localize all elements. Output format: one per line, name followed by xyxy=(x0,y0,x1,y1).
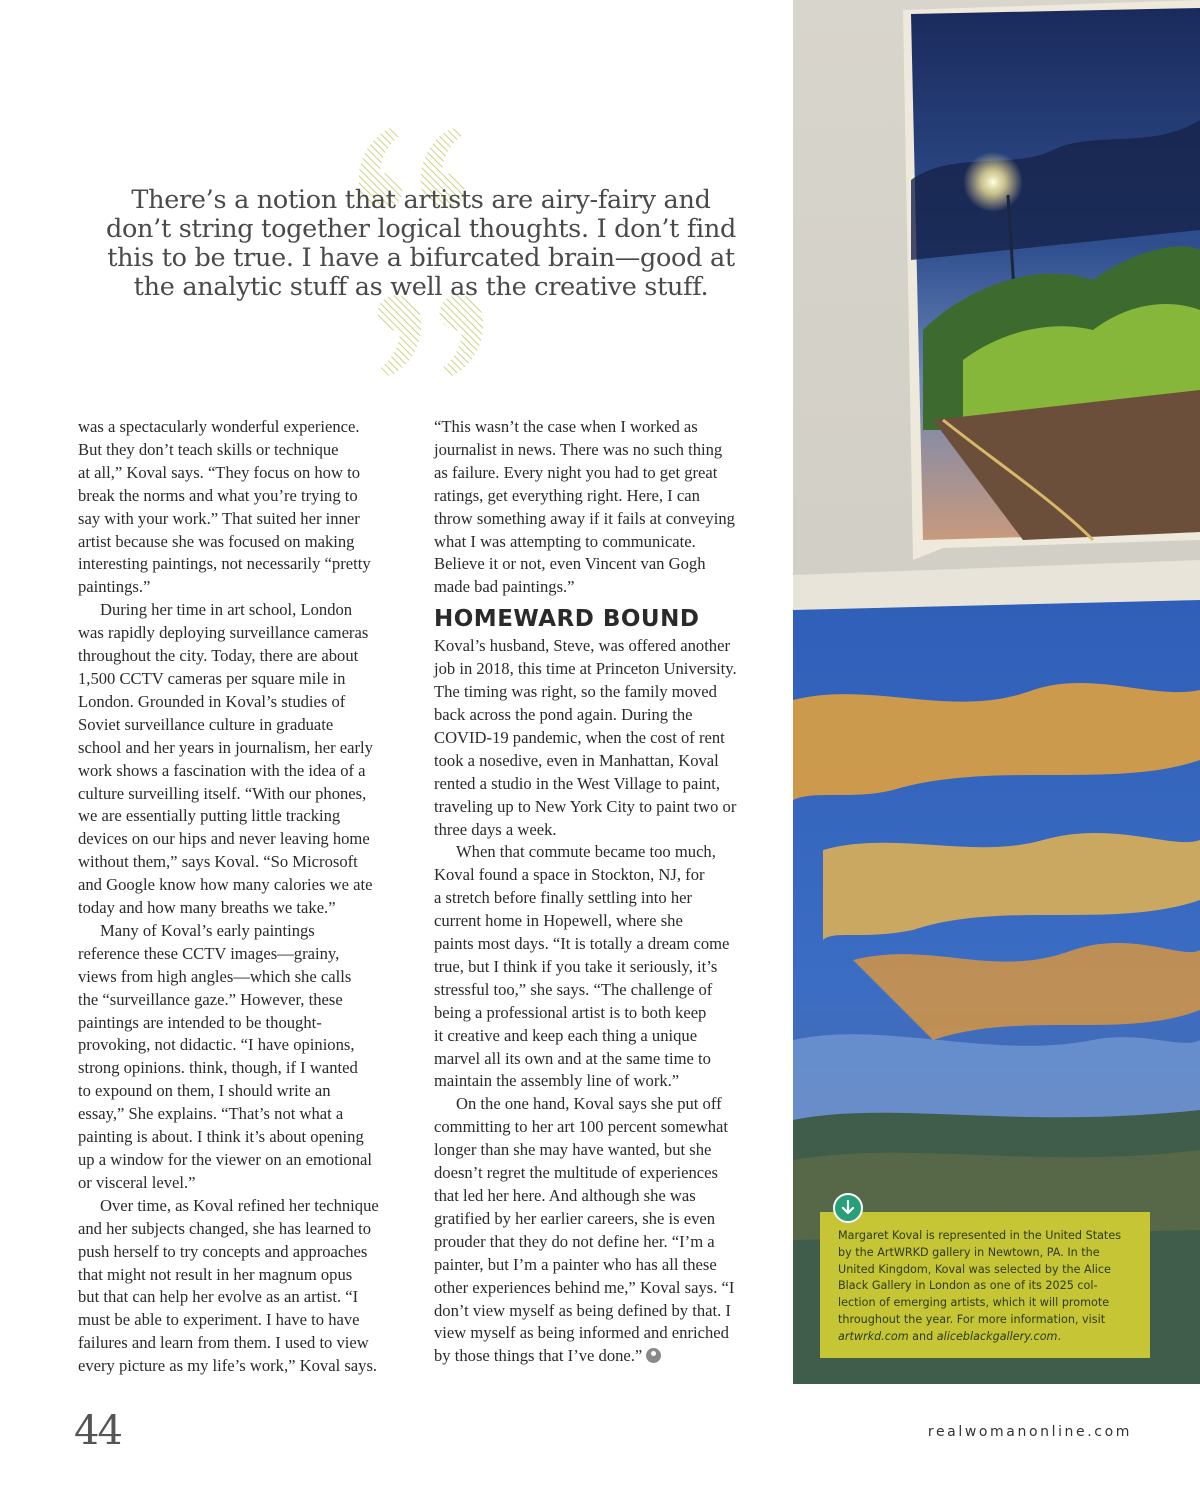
text-line: we are essentially putting little tracking xyxy=(78,806,341,826)
text-line: painter, but I’m a painter who has all these xyxy=(434,1254,717,1274)
text-line: without them,” says Koval. “So Microsoft xyxy=(78,852,358,872)
text-line: was rapidly deploying surveillance cameras xyxy=(78,623,369,643)
text-line: devices on our hips and never leaving home xyxy=(78,829,370,849)
text-line: longer than she may have wanted, but she xyxy=(434,1140,712,1160)
text-line: Soviet surveillance culture in graduate xyxy=(78,714,334,734)
text-line: On the one hand, Koval says she put off xyxy=(456,1094,722,1114)
text-line: prouder that they do not define her. “I’m a xyxy=(434,1231,715,1251)
text-line: was a spectacularly wonderful experience. xyxy=(78,417,360,436)
end-mark-icon xyxy=(646,1348,661,1363)
text-line: and her subjects changed, she has learned to xyxy=(78,1218,372,1238)
pull-quote-line: the analytic stuff as well as the creative stuff. xyxy=(133,272,709,302)
text-line: must be able to experiment. I have to have xyxy=(78,1310,360,1330)
paragraph xyxy=(78,1195,414,1378)
text-line: say with your work.” That suited her inner xyxy=(78,508,360,528)
paragraph xyxy=(78,416,414,599)
text-line: COVID-19 pandemic, when the cost of rent xyxy=(434,727,725,747)
text-line: doesn’t regret the multitude of experiences xyxy=(434,1163,718,1183)
text-line: but that can help her evolve as an artist. “I xyxy=(78,1287,359,1307)
arrow-down-icon xyxy=(833,1193,863,1223)
text-line: it creative and keep each thing a unique xyxy=(434,1025,698,1045)
text-line: gratified by her earlier careers, she is even xyxy=(434,1208,716,1228)
text-line: paintings.” xyxy=(78,577,151,597)
text-line: stressful too,” she says. “The challenge of xyxy=(434,979,713,999)
paragraph xyxy=(434,416,774,599)
text-line: made bad paintings.” xyxy=(434,577,575,597)
caption-line: United Kingdom, Koval was selected by the Alice xyxy=(838,1262,1111,1276)
text-line: Believe it or not, even Vincent van Gogh xyxy=(434,554,706,574)
text-line: 1,500 CCTV cameras per square mile in xyxy=(78,668,346,688)
caption-line: lection of emerging artists, which it will promote xyxy=(838,1296,1110,1310)
painting-photo xyxy=(793,0,1200,1384)
text-line: culture surveilling itself. “With our phones, xyxy=(78,783,367,803)
text-line: provoking, not didactic. “I have opinions, xyxy=(78,1035,355,1055)
text-line: other experiences behind me,” Koval says. “I xyxy=(434,1277,735,1297)
text-line: London. Grounded in Koval’s studies of xyxy=(78,691,346,711)
photo-caption xyxy=(820,1212,1150,1358)
text-line: that led her here. And although she was xyxy=(434,1186,696,1205)
text-line: today and how many breaths we take.” xyxy=(78,898,336,918)
text-line: views from high angles—which she calls xyxy=(78,966,352,986)
paragraph xyxy=(434,635,774,841)
text-line: or visceral level.” xyxy=(78,1172,196,1192)
caption-line-links xyxy=(838,1329,1136,1346)
middle-column xyxy=(434,416,774,1368)
pull-quote xyxy=(100,186,742,302)
text-line: ratings, get everything right. Here, I can xyxy=(434,485,700,505)
text-line: Koval found a space in Stockton, NJ, for xyxy=(434,865,705,885)
text-line: push herself to try concepts and approaches xyxy=(78,1241,368,1261)
text-line: painting is about. I think it’s about opening xyxy=(78,1127,364,1147)
text-line: maintain the assembly line of work.” xyxy=(434,1071,680,1091)
caption-line: by the ArtWRKD gallery in Newtown, PA. In the xyxy=(838,1245,1100,1259)
text-line: view myself as being informed and enriched xyxy=(434,1323,729,1343)
text-line: back across the pond again. During the xyxy=(434,704,693,724)
text-line: that might not result in her magnum opus xyxy=(78,1264,353,1284)
text-line: at all,” Koval says. “They focus on how to xyxy=(78,462,361,482)
caption-and: and xyxy=(908,1329,937,1343)
text-line: “This wasn’t the case when I worked as xyxy=(434,417,698,436)
left-column xyxy=(78,416,414,1378)
text-line: Over time, as Koval refined her technique xyxy=(100,1195,379,1215)
text-line: committing to her art 100 percent somewhat xyxy=(434,1117,728,1137)
text-line: failures and learn from them. I used to view xyxy=(78,1333,369,1353)
text-line: The timing was right, so the family moved xyxy=(434,682,717,702)
caption-link-aliceblack[interactable]: aliceblackgallery.com xyxy=(936,1329,1058,1343)
text-line: traveling up to New York City to paint two or xyxy=(434,796,737,816)
text-line: strong opinions. think, though, if I wanted xyxy=(78,1058,358,1078)
paragraph xyxy=(434,841,774,1093)
text-line: rented a studio in the West Village to paint, xyxy=(434,773,721,793)
paragraph xyxy=(78,920,414,1195)
site-url[interactable]: realwomanonline.com xyxy=(927,1424,1132,1440)
paragraph xyxy=(434,1093,774,1368)
text-line: what I was attempting to communicate. xyxy=(434,531,696,551)
caption-line: Margaret Koval is represented in the United States xyxy=(838,1229,1122,1242)
text-line: paints most days. “It is totally a dream come xyxy=(434,934,730,954)
text-line: job in 2018, this time at Princeton University. xyxy=(434,659,737,679)
text-line: the “surveillance gaze.” However, these xyxy=(78,989,343,1009)
text-line: During her time in art school, London xyxy=(100,600,353,620)
text-line: throw something away if it fails at conveying xyxy=(434,508,735,528)
pull-quote-line: this to be true. I have a bifurcated brain—good at xyxy=(107,243,735,273)
text-line: a stretch before finally settling into her xyxy=(434,888,693,908)
text-line: school and her years in journalism, her early xyxy=(78,737,373,757)
pull-quote-line: don’t string together logical thoughts. I don’t find xyxy=(105,214,737,244)
text-line: When that commute became too much, xyxy=(456,842,716,862)
caption-link-artwrkd[interactable]: artwrkd.com xyxy=(838,1329,909,1343)
paragraph xyxy=(78,599,414,920)
text-line: every picture as my life’s work,” Koval says. xyxy=(78,1356,378,1376)
text-line: journalist in news. There was no such thing xyxy=(434,439,723,459)
text-line: current home in Hopewell, where she xyxy=(434,911,683,931)
text-line: true, but I think if you take it seriously, it’s xyxy=(434,956,718,976)
text-line: But they don’t teach skills or technique xyxy=(78,439,339,459)
text-line: break the norms and what you’re trying to xyxy=(78,485,358,505)
text-line: as failure. Every night you had to get great xyxy=(434,462,718,482)
text-line: throughout the city. Today, there are about xyxy=(78,646,359,666)
text-line: don’t view myself as being defined by that. I xyxy=(434,1300,731,1320)
text-line: reference these CCTV images—grainy, xyxy=(78,943,340,963)
text-line: Many of Koval’s early paintings xyxy=(100,920,315,940)
text-line: paintings are intended to be thought- xyxy=(78,1012,322,1032)
text-line: took a nosedive, even in Manhattan, Koval xyxy=(434,750,719,770)
section-heading: HOMEWARD BOUND xyxy=(434,606,700,633)
text-line: by those things that I’ve done.” xyxy=(434,1345,774,1368)
text-line: artist because she was focused on making xyxy=(78,531,355,551)
text-line: being a professional artist is to both keep xyxy=(434,1002,707,1022)
text-line: Koval’s husband, Steve, was offered another xyxy=(434,636,730,656)
pull-quote-line: There’s a notion that artists are airy-fairy and xyxy=(131,185,711,215)
text-line: and Google know how many calories we ate xyxy=(78,875,373,895)
page-number: 44 xyxy=(74,1408,121,1454)
text-line: to expound on them, I should write an xyxy=(78,1081,331,1101)
text-line: marvel all its own and at the same time to xyxy=(434,1048,711,1068)
caption-period: . xyxy=(1057,1329,1062,1343)
text-line: essay,” She explains. “That’s not what a xyxy=(78,1104,344,1124)
caption-line: throughout the year. For more information, visit xyxy=(838,1312,1106,1326)
text-line: up a window for the viewer on an emotional xyxy=(78,1150,372,1169)
text-line: three days a week. xyxy=(434,819,557,839)
text-line: interesting paintings, not necessarily “pretty xyxy=(78,554,371,574)
text-line: work shows a fascination with the idea of a xyxy=(78,760,366,780)
caption-line: Black Gallery in London as one of its 2025 col- xyxy=(838,1279,1098,1293)
